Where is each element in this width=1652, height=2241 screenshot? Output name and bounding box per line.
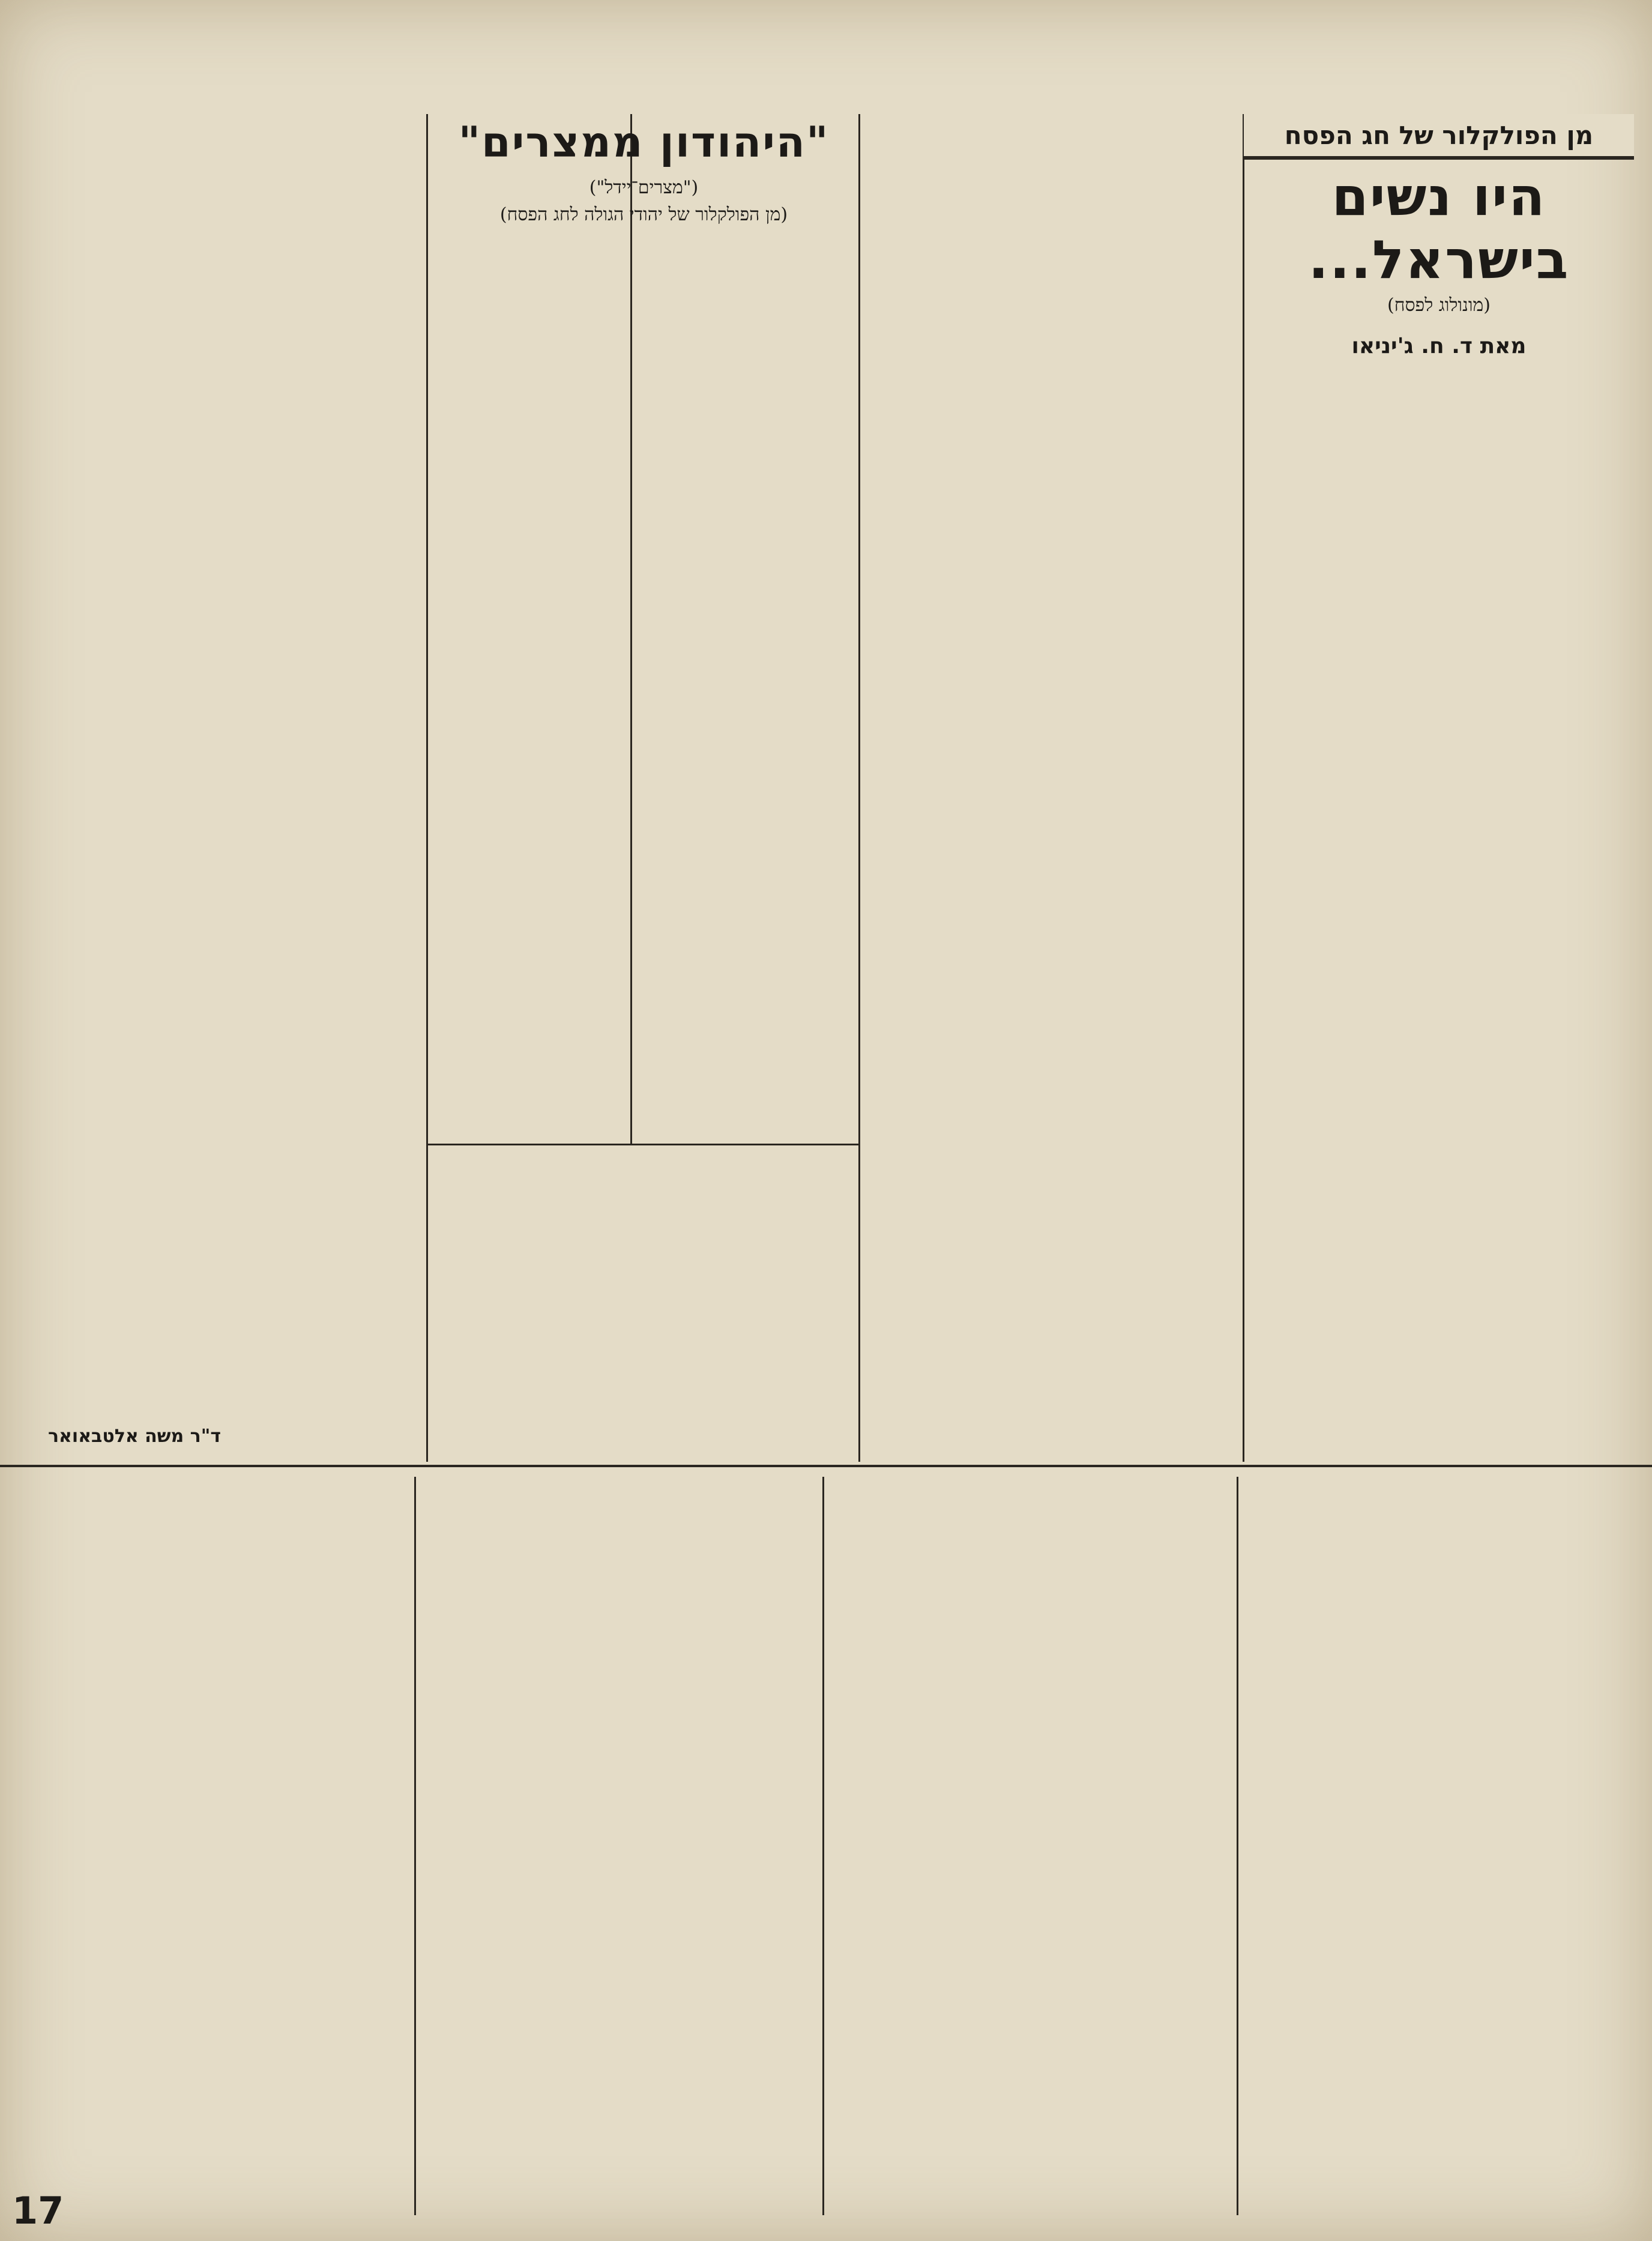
top-column-rule (0, 1465, 1652, 1467)
column-divider-2 (426, 114, 428, 1462)
bottom-column-divider-2 (822, 1477, 824, 2215)
middle-section-rule (428, 1144, 858, 1145)
article-1-subtitle: (מונולוג לפסח) (1387, 295, 1491, 316)
article-2-title: "היהודון ממצרים" (458, 118, 830, 167)
column-divider-1 (630, 114, 632, 1144)
article-2-signature: ד"ר משה אלטבאואר (48, 1426, 221, 1447)
article-2-subtitle: ("מצרים־יידל") (589, 177, 699, 198)
article-2-intro: (מן הפולקלור של יהודי הגולה לחג הפסח) (499, 204, 788, 225)
column-divider-3 (858, 114, 860, 1462)
bottom-column-divider-3 (1237, 1477, 1238, 2215)
section-header: מן הפולקלור של חג הפסח (1244, 114, 1634, 160)
article-1-byline: מאת ד. ח. ג'יניאו (1351, 334, 1527, 358)
article-2-header (441, 114, 846, 225)
bottom-column-divider-1 (414, 1477, 416, 2215)
page-number: 17 (12, 2189, 64, 2233)
article-1-title: היו נשים בישראל... (1308, 166, 1570, 291)
article-1-header (1244, 165, 1634, 358)
